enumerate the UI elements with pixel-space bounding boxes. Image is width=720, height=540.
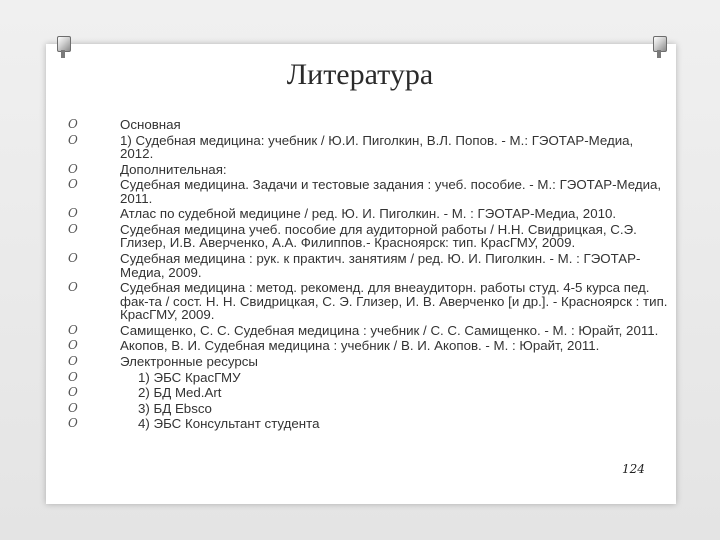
list-item — [68, 163, 668, 177]
page-number: 124 — [622, 462, 645, 476]
list-item-text: 4) ЭБС Консультант студента — [138, 416, 320, 432]
bullet-icon: O — [68, 177, 78, 192]
bullet-icon: O — [68, 221, 78, 236]
list-item-text: Дополнительная: — [120, 161, 227, 177]
list-item — [68, 252, 668, 279]
bullet-icon: O — [68, 385, 78, 400]
list-item-text: Основная — [120, 117, 181, 132]
list-item-text: 1) ЭБС КрасГМУ — [138, 369, 241, 385]
list-item-text: Судебная медицина : метод. рекоменд. для внеаудиторн. работы студ. 4-5 курса пед. фак-та / сост. Н. Н. Свидрицкая, С. Э. Глизер, И. В. Аверченко [и др.]. - Красноярск : тип. КрасГМУ, 2009. — [120, 280, 668, 323]
list-item — [68, 339, 668, 353]
list-item-text: Акопов, В. И. Судебная медицина : учебник / В. И. Акопов. - М. : Юрайт, 2011. — [120, 338, 600, 354]
list-item — [68, 118, 668, 132]
bullet-icon: O — [68, 251, 78, 266]
bullet-icon: O — [68, 416, 78, 431]
list-item — [68, 178, 668, 205]
list-item-text: 1) Судебная медицина: учебник / Ю.И. Пиголкин, В.Л. Попов. - М.: ГЭОТАР-Медиа, 2012. — [120, 132, 634, 162]
bullet-icon: O — [68, 117, 78, 131]
list-item-text: Атлас по судебной медицине / ред. Ю. И. Пиголкин. - М. : ГЭОТАР-Медиа, 2010. — [120, 206, 617, 222]
list-item — [68, 417, 668, 431]
list-item — [68, 402, 668, 416]
list-item-text: Электронные ресурсы — [120, 353, 258, 369]
list-item-text: Судебная медицина. Задачи и тестовые задания : учеб. пособие. - М.: ГЭОТАР-Медиа, 2011. — [120, 177, 662, 206]
list-item — [68, 386, 668, 400]
bullet-icon: O — [68, 338, 78, 353]
list-item-text: 3) БД Ebsco — [138, 400, 212, 416]
list-item-text: 2) БД Med.Art — [138, 385, 222, 401]
bullet-icon: O — [68, 280, 78, 295]
list-item — [68, 134, 668, 161]
reference-list — [68, 118, 668, 433]
bullet-icon: O — [68, 206, 78, 221]
list-item — [68, 223, 668, 250]
list-item-text: Судебная медицина : рук. к практич. занятиям / ред. Ю. И. Пиголкин. - М. : ГЭОТАР-Медиа, 2009. — [120, 251, 641, 280]
list-item — [68, 371, 668, 385]
bullet-icon: O — [68, 132, 78, 147]
list-item — [68, 355, 668, 369]
slide-title: Литература — [286, 58, 434, 91]
pin-top-right-icon — [650, 36, 668, 58]
bullet-icon: O — [68, 161, 78, 176]
list-item — [68, 207, 668, 221]
bullet-icon: O — [68, 353, 78, 368]
list-item-text: Судебная медицина учеб. пособие для аудиторной работы / Н.Н. Свидрицкая, С.Э. Глизер, И.В. Аверченко, А.А. Филиппов.- Красноярск: тип. КрасГМУ, 2009. — [120, 221, 637, 251]
list-item — [68, 281, 668, 322]
list-item-text: Самищенко, С. С. Судебная медицина : учебник / С. С. Самищенко. - М. : Юрайт, 2011. — [120, 322, 659, 338]
bullet-icon: O — [68, 322, 78, 337]
list-item — [68, 324, 668, 338]
pin-top-left-icon — [54, 36, 72, 58]
bullet-icon: O — [68, 369, 78, 384]
bullet-icon: O — [68, 400, 78, 415]
